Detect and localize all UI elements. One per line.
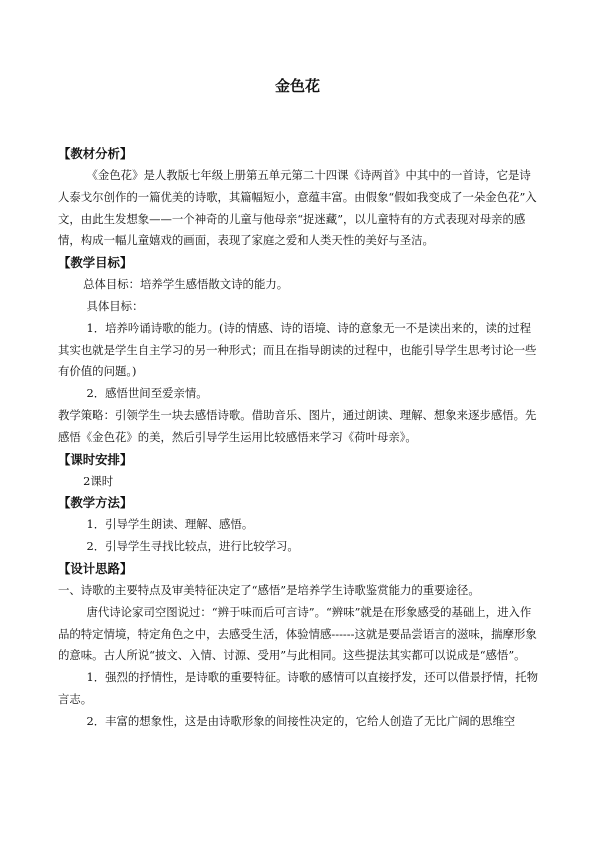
design-item-1: 1．强烈的抒情性，是诗歌的重要特征。诗歌的感情可以直接抒发，还可以借景抒情，托物言志。: [58, 670, 538, 706]
section-heading-goals: 【教学目标】: [58, 255, 133, 271]
overall-goal: 总体目标：培养学生感悟散文诗的能力。: [83, 277, 289, 292]
section-heading-schedule: 【课时安排】: [58, 451, 133, 467]
specific-goal-label: 具体目标：: [86, 298, 144, 313]
section-heading-analysis: 【教材分析】: [58, 146, 133, 161]
method-item-1: 1．引导学生朗读、理解、感悟。: [86, 517, 254, 532]
page-title: 金色花: [274, 77, 320, 95]
analysis-paragraph: 《金色花》是人教版七年级上册第五单元第二十四课《诗两首》中其中的一首诗，它是诗人泰戈尔创作的一篇优美的诗歌，其篇幅短小，意蕴丰富。由假象“假如我变成了一朵金色花”入文，由此生发想象——一个神奇的儿童与他母亲“捉迷藏”，以儿童特有的方式表现对母亲的感情，构成一幅儿童嬉戏的画面，表现了家庭之爱和人类天性的美好与圣洁。: [58, 168, 537, 248]
goal-item-2: 2．感悟世间至爱亲情。: [86, 386, 208, 401]
design-point-1: 一、诗歌的主要特点及审美特征决定了“感悟”是培养学生诗歌鉴赏能力的重要途径。: [58, 582, 480, 597]
goal-item-1: 1．培养吟诵诗歌的能力。(诗的情感、诗的语境、诗的意象无一不是读出来的，读的过程其实也就是学生自主学习的另一种形式；而且在指导朗读的过程中，也能引导学生思考讨论一些有价值的问题。): [58, 320, 537, 379]
section-heading-design: 【设计思路】: [58, 560, 133, 576]
design-item-2: 2．丰富的想象性，这是由诗歌形象的间接性决定的，它给人创造了无比广阔的思维空: [86, 713, 516, 728]
method-item-2: 2．引导学生寻找比较点，进行比较学习。: [86, 539, 299, 554]
design-quote: 唐代诗论家司空图说过：“辨于味而后可言诗”。“辨味”就是在形象感受的基础上，进入作品的特定情境，特定角色之中，去感受生活，体验情感------这就是要品尝语言的滋味，揣摩形象的意味。古人所说“披文、入情、讨源、受用”与此相同。这些提法其实都可以说成是“感悟”。: [58, 604, 537, 663]
schedule-text: 2课时: [83, 473, 114, 488]
section-heading-methods: 【教学方法】: [58, 495, 133, 511]
document-body: [58, 143, 540, 733]
teaching-strategy: 教学策略：引领学生一块去感悟诗歌。借助音乐、图片，通过朗读、理解、想象来逐步感悟。先感悟《金色花》的美，然后引导学生运用比较感悟来学习《荷叶母亲》。: [58, 407, 537, 444]
